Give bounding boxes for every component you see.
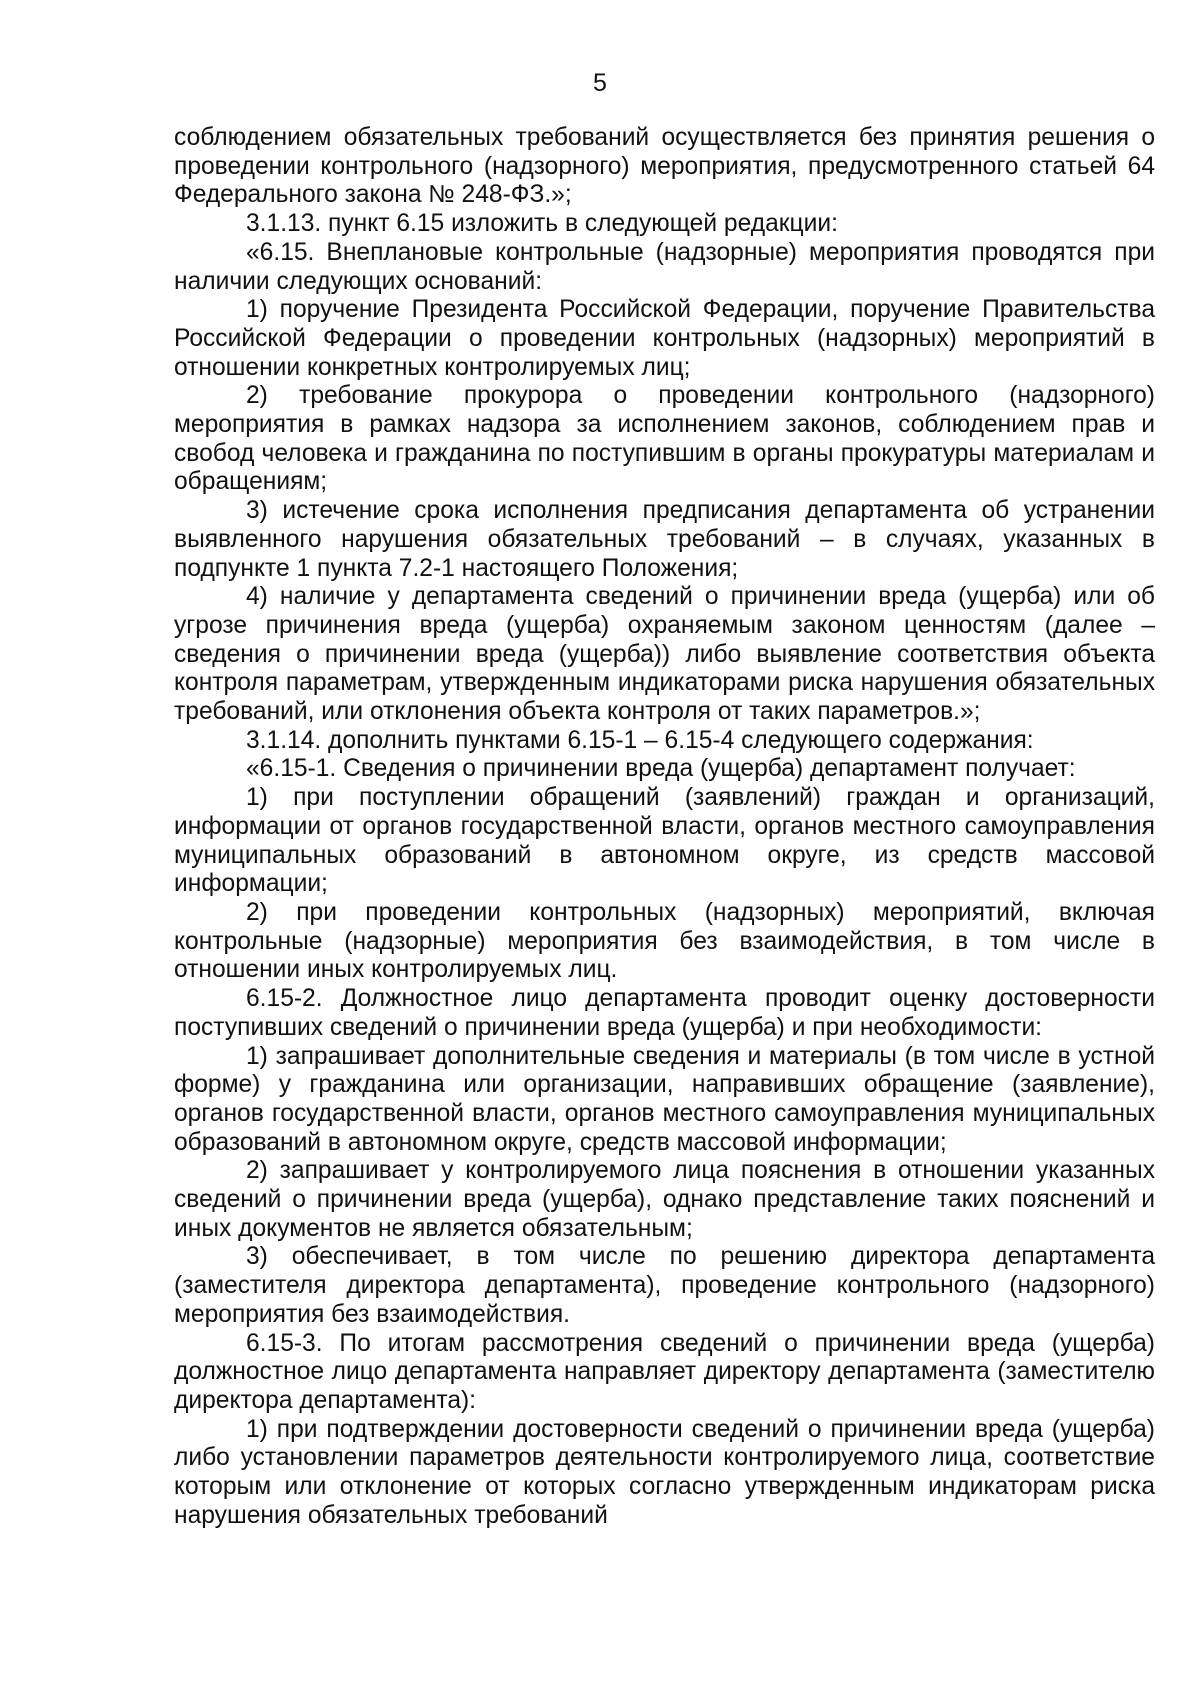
paragraph-continuation: соблюдением обязательных требований осуществляется без принятия решения о проведении контрольного (надзорного) мероприятия, предусмотренного статьей 64 Федерального закона № 248-ФЗ.»; [174, 124, 1155, 209]
paragraph-6-15-2: 6.15-2. Должностное лицо департамента проводит оценку достоверности поступивших сведений о причинении вреда (ущерба) и при необходимости: [174, 985, 1155, 1041]
list-item-6-15-2-2: 2) запрашивает у контролируемого лица пояснения в отношении указанных сведений о причинении вреда (ущерба), однако представление таких пояснений и иных документов не является обязательным; [174, 1157, 1155, 1242]
page-number: 5 [593, 69, 607, 97]
paragraph-6-15-3: 6.15-3. По итогам рассмотрения сведений о причинении вреда (ущерба) должностное лицо департамента направляет директору департамента (заместителю директора департамента): [174, 1329, 1155, 1414]
paragraph-3-1-14: 3.1.14. дополнить пунктами 6.15-1 – 6.15-4 следующего содержания: [246, 726, 1034, 754]
paragraph-6-15: «6.15. Внеплановые контрольные (надзорные) мероприятия проводятся при наличии следующих оснований: [174, 238, 1155, 295]
list-item-6-15-3: 3) истечение срока исполнения предписания департамента об устранении выявленного нарушения обязательных требований – в случаях, указанных в подпункте 1 пункта 7.2-1 настоящего Положения; [174, 497, 1155, 582]
list-item-6-15-1-1: 1) при поступлении обращений (заявлений) граждан и организаций, информации от органов государственной власти, органов местного самоуправления муниципальных образований в автономном округе, из средств массовой информации; [174, 784, 1155, 898]
paragraph-3-1-13: 3.1.13. пункт 6.15 изложить в следующей редакции: [246, 210, 838, 238]
paragraph-6-15-1: «6.15-1. Сведения о причинении вреда (ущерба) департамент получает: [246, 755, 1076, 783]
list-item-6-15-2-1: 1) запрашивает дополнительные сведения и материалы (в том числе в устной форме) у гражданина или организации, направивших обращение (заявление), органов государственной власти, органов местного самоуправления муниципальных образований в автономном округе, средств массовой информации; [174, 1042, 1155, 1156]
list-item-6-15-1: 1) поручение Президента Российской Федерации, поручение Правительства Российской Федерации о проведении контрольных (надзорных) мероприятий в отношении конкретных контролируемых лиц; [174, 296, 1155, 381]
list-item-6-15-1-2: 2) при проведении контрольных (надзорных) мероприятий, включая контрольные (надзорные) мероприятия без взаимодействия, в том числе в отношении иных контролируемых лиц. [174, 898, 1155, 984]
list-item-6-15-2-3: 3) обеспечивает, в том числе по решению директора департамента (заместителя директора департамента), проведение контрольного (надзорного) мероприятия без взаимодействия. [174, 1243, 1155, 1328]
list-item-6-15-4: 4) наличие у департамента сведений о причинении вреда (ущерба) или об угрозе причинения вреда (ущерба) охраняемым законом ценностям (далее – сведения о причинении вреда (ущерба)) либо выявление соответствия объекта контроля параметрам, утвержденным индикаторами риска нарушения обязательных требований, или отклонения объекта контроля от таких параметров.»; [174, 583, 1155, 726]
list-item-6-15-2: 2) требование прокурора о проведении контрольного (надзорного) мероприятия в рамках надзора за исполнением законов, соблюдением прав и свобод человека и гражданина по поступившим в органы прокуратуры материалам и обращениям; [174, 382, 1155, 496]
document-body [174, 124, 1155, 1530]
list-item-6-15-3-1: 1) при подтверждении достоверности сведений о причинении вреда (ущерба) либо установлении параметров деятельности контролируемого лица, соответствие которым или отклонение от которых согласно утвержденным индикаторам риска нарушения обязательных требований [174, 1415, 1155, 1529]
